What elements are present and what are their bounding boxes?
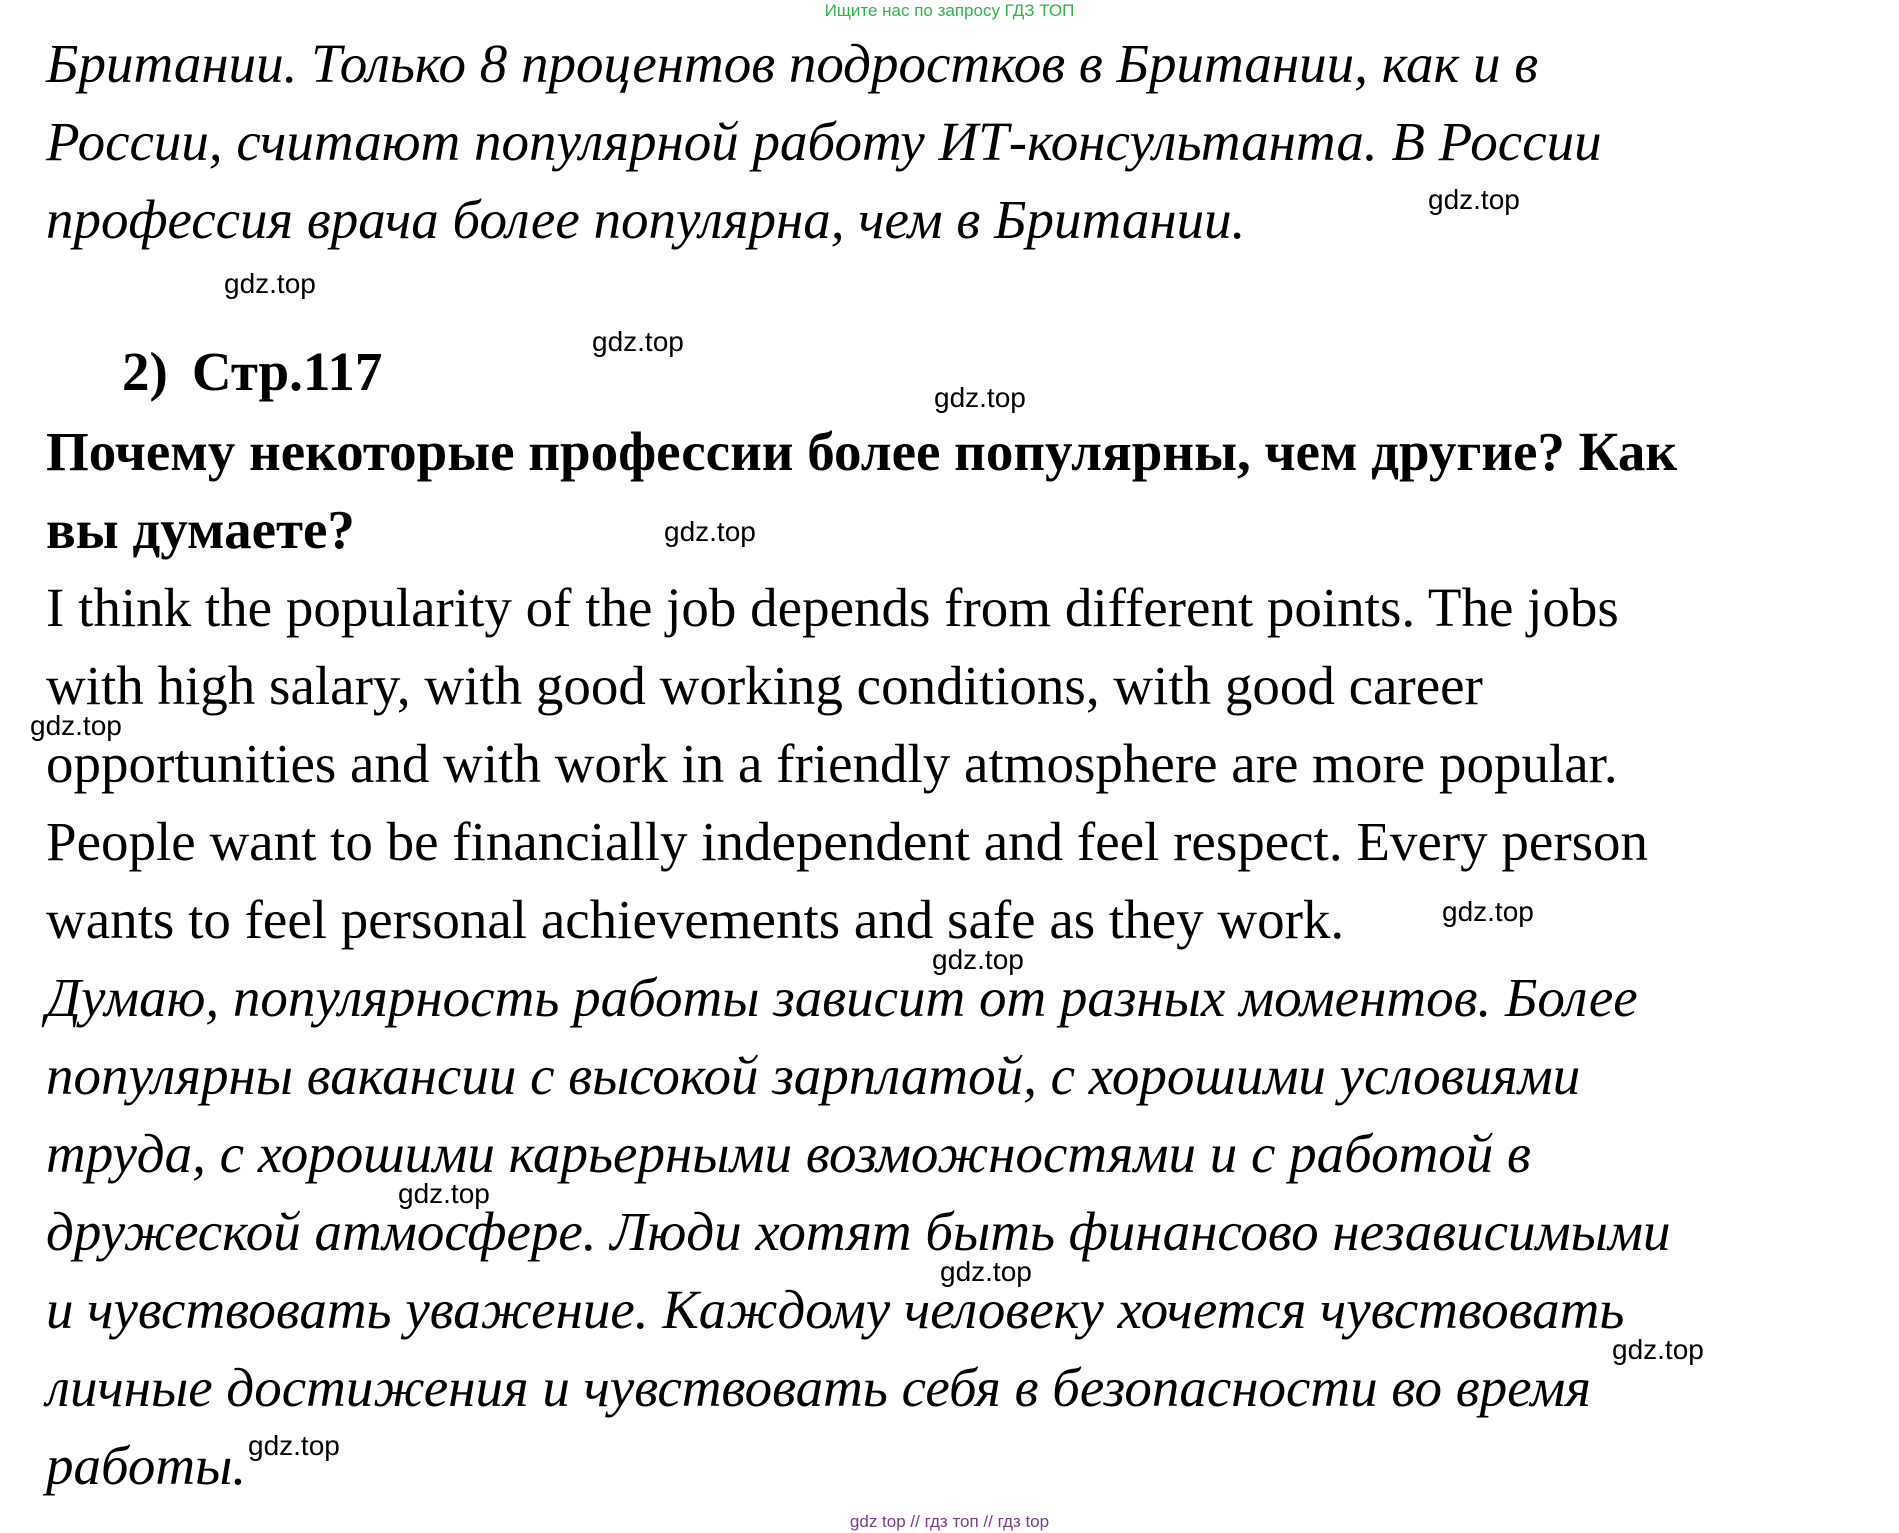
answer-ru-line-2: популярны вакансии с высокой зарплатой, с хорошими условиями [46,1045,1581,1106]
answer-ru-line-5: и чувствовать уважение. Каждому человеку хочется чувствовать [46,1279,1625,1340]
watermark: gdz.top [1612,1334,1704,1365]
watermark: gdz.top [30,710,122,741]
watermark: gdz.top [224,268,316,299]
answer-ru-line-1: Думаю, популярность работы зависит от разных моментов. Более [46,967,1638,1028]
top-banner[interactable]: Ищите нас по запросу ГДЗ ТОП [824,1,1075,20]
watermark: gdz.top [592,326,684,357]
watermark: gdz.top [398,1178,490,1209]
answer-en-line-1: I think the popularity of the job depends from different points. The jobs [46,577,1619,638]
intro-line-3: профессия врача более популярна, чем в Британии. [46,189,1246,250]
intro-line-1: Британии. Только 8 процентов подростков в Британии, как и в [46,33,1539,94]
footer-links[interactable]: gdz top // гдз топ // гдз top [849,1512,1050,1531]
answer-en-line-5: wants to feel personal achievements and safe as they work. [46,889,1345,950]
answer-en-line-4: People want to be financially independent and feel respect. Every person [46,811,1649,872]
question-line-1: Почему некоторые профессии более популярны, чем другие? Как [46,421,1678,482]
watermark: gdz.top [1428,184,1520,215]
section-title: Стр.117 [191,341,383,402]
section-heading [122,340,382,404]
answer-ru-line-3: труда, с хорошими карьерными возможностями и с работой в [46,1123,1531,1184]
answer-ru-line-4: дружеской атмосфере. Люди хотят быть финансово независимыми [46,1201,1671,1262]
watermark: gdz.top [940,1256,1032,1287]
answer-ru-line-6: личные достижения и чувствовать себя в безопасности во время [46,1357,1591,1418]
watermark: gdz.top [932,944,1024,975]
answer-en-line-2: with high salary, with good working conditions, with good career [46,655,1483,716]
watermark: gdz.top [664,516,756,547]
watermark: gdz.top [1442,896,1534,927]
section-number: 2) [122,341,168,402]
watermark: gdz.top [248,1430,340,1461]
answer-ru-line-7: работы. [46,1435,247,1496]
answer-en-line-3: opportunities and with work in a friendly atmosphere are more popular. [46,733,1618,794]
question-line-2: вы думаете? [46,499,355,560]
intro-line-2: России, считают популярной работу ИТ-консультанта. В России [46,111,1602,172]
watermark: gdz.top [934,382,1026,413]
